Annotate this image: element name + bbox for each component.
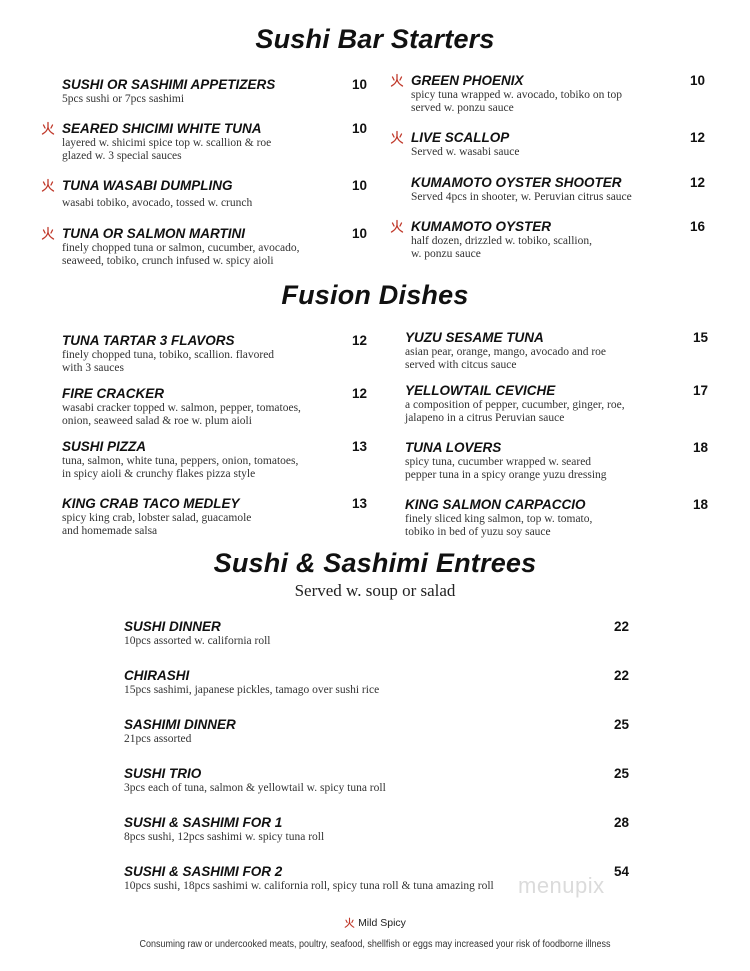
- fire-kanji-icon: [390, 219, 404, 233]
- item-description: asian pear, orange, mango, avocado and roe served with citcus sauce: [405, 346, 607, 371]
- item-price: 25: [613, 717, 629, 732]
- menu-item: [62, 121, 367, 162]
- item-name: GREEN PHOENIX: [411, 73, 524, 88]
- menu-item: [405, 383, 713, 424]
- item-name: YUZU SESAME TUNA: [405, 330, 544, 345]
- menu-item: [62, 496, 367, 537]
- item-name: SEARED SHICIMI WHITE TUNA: [62, 121, 262, 136]
- item-description: finely chopped tuna or salmon, cucumber, avocado, seaweed, tobiko, crunch infused w. spicy aioli: [62, 242, 300, 267]
- item-name: TUNA OR SALMON MARTINI: [62, 226, 245, 241]
- item-name: KING CRAB TACO MEDLEY: [62, 496, 240, 511]
- fire-kanji-icon: [41, 178, 55, 192]
- item-description: spicy king crab, lobster salad, guacamole and homemade salsa: [62, 512, 252, 537]
- item-price: 12: [689, 175, 705, 190]
- item-description: 5pcs sushi or 7pcs sashimi: [62, 93, 185, 105]
- menu-item: [124, 668, 629, 697]
- item-price: 22: [613, 619, 629, 634]
- menu-item: [124, 815, 629, 844]
- item-name: TUNA WASABI DUMPLING: [62, 178, 233, 193]
- item-price: 18: [692, 440, 708, 455]
- legend-label: Mild Spicy: [358, 917, 406, 929]
- menu-item: [62, 77, 367, 106]
- item-name: KUMAMOTO OYSTER: [411, 219, 552, 234]
- item-description: Served w. wasabi sauce: [411, 146, 520, 158]
- fire-kanji-icon: [390, 130, 404, 144]
- fire-kanji-icon: [344, 917, 355, 928]
- item-description: 8pcs sushi, 12pcs sashimi w. spicy tuna roll: [124, 831, 325, 843]
- menu-item: [411, 73, 711, 114]
- item-price: 22: [613, 668, 629, 683]
- item-price: 15: [692, 330, 708, 345]
- menu-item: [62, 178, 367, 210]
- section-title-starters: Sushi Bar Starters: [255, 24, 495, 54]
- menu-item: [62, 226, 367, 267]
- item-name: LIVE SCALLOP: [411, 130, 510, 145]
- item-price: 13: [351, 496, 367, 511]
- item-price: 28: [613, 815, 629, 830]
- menu-item: [411, 219, 711, 260]
- item-name: SUSHI DINNER: [124, 619, 221, 634]
- menu-item: [124, 766, 629, 795]
- item-price: 10: [351, 121, 367, 136]
- item-description: spicy tuna wrapped w. avocado, tobiko on top served w. ponzu sauce: [411, 89, 622, 114]
- item-description: finely sliced king salmon, top w. tomato, tobiko in bed of yuzu soy sauce: [405, 513, 593, 538]
- item-price: 16: [689, 219, 705, 234]
- item-price: 10: [689, 73, 705, 88]
- item-description: finely chopped tuna, tobiko, scallion. flavored with 3 sauces: [62, 349, 275, 374]
- menu-item: [405, 497, 713, 538]
- item-price: 12: [351, 386, 367, 401]
- section-title-entrees: Sushi & Sashimi Entrees: [213, 548, 537, 578]
- item-name: KING SALMON CARPACCIO: [405, 497, 586, 512]
- item-price: 18: [692, 497, 708, 512]
- item-description: tuna, salmon, white tuna, peppers, onion, tomatoes, in spicy aioli & crunchy flakes pizza style: [62, 455, 299, 480]
- fire-kanji-icon: [41, 121, 55, 135]
- item-description: 15pcs sashimi, japanese pickles, tamago over sushi rice: [124, 684, 380, 696]
- item-name: SUSHI TRIO: [124, 766, 202, 781]
- menu-item: [62, 386, 367, 427]
- spicy-legend: [0, 917, 750, 929]
- item-description: 21pcs assorted: [124, 733, 192, 745]
- item-name: SASHIMI DINNER: [124, 717, 236, 732]
- item-name: KUMAMOTO OYSTER SHOOTER: [411, 175, 622, 190]
- item-name: TUNA TARTAR 3 FLAVORS: [62, 333, 235, 348]
- menu-item: [124, 717, 629, 746]
- item-price: 17: [692, 383, 708, 398]
- item-price: 10: [351, 77, 367, 92]
- item-description: Served 4pcs in shooter, w. Peruvian citrus sauce: [411, 191, 632, 203]
- food-safety-disclaimer: Consuming raw or undercooked meats, poultry, seafood, shellfish or eggs may increased your risk of foodborne illness: [139, 939, 611, 950]
- item-name: SUSHI & SASHIMI FOR 2: [124, 864, 283, 879]
- item-price: 12: [351, 333, 367, 348]
- item-name: SUSHI OR SASHIMI APPETIZERS: [62, 77, 276, 92]
- item-description: half dozen, drizzled w. tobiko, scallion, w. ponzu sauce: [411, 235, 592, 260]
- item-name: CHIRASHI: [124, 668, 190, 683]
- item-name: SUSHI & SASHIMI FOR 1: [124, 815, 283, 830]
- item-description: layered w. shicimi spice top w. scallion & roe glazed w. 3 special sauces: [62, 137, 272, 162]
- item-price: 54: [613, 864, 629, 879]
- menu-item: [405, 440, 713, 481]
- item-price: 12: [689, 130, 705, 145]
- item-description: a composition of pepper, cucumber, ginger, roe, jalapeno in a citrus Peruvian sauce: [405, 399, 625, 424]
- menu-item: [411, 175, 711, 204]
- item-name: FIRE CRACKER: [62, 386, 165, 401]
- item-name: TUNA LOVERS: [405, 440, 502, 455]
- fire-kanji-icon: [390, 73, 404, 87]
- item-description: spicy tuna, cucumber wrapped w. seared pepper tuna in a spicy orange yuzu dressing: [405, 456, 607, 481]
- item-price: 25: [613, 766, 629, 781]
- section-title-fusion: Fusion Dishes: [281, 280, 469, 310]
- menu-item: [405, 330, 713, 371]
- fire-kanji-icon: [41, 226, 55, 240]
- item-description: 10pcs assorted w. california roll: [124, 635, 271, 647]
- item-name: YELLOWTAIL CEVICHE: [405, 383, 556, 398]
- item-description: wasabi cracker topped w. salmon, pepper, tomatoes, onion, seaweed salad & roe w. plum aioli: [62, 402, 301, 427]
- menu-item: [62, 439, 367, 480]
- menu-item: [62, 333, 367, 374]
- item-description: 3pcs each of tuna, salmon & yellowtail w. spicy tuna roll: [124, 782, 386, 794]
- item-name: SUSHI PIZZA: [62, 439, 147, 454]
- item-description: 10pcs sushi, 18pcs sashimi w. california roll, spicy tuna roll & tuna amazing roll: [124, 880, 494, 892]
- item-price: 13: [351, 439, 367, 454]
- section-subtitle-entrees: Served w. soup or salad: [294, 581, 456, 600]
- menu-item: [124, 619, 629, 648]
- menu-item: [411, 130, 711, 159]
- item-description: wasabi tobiko, avocado, tossed w. crunch: [62, 197, 253, 209]
- item-price: 10: [351, 178, 367, 193]
- item-price: 10: [351, 226, 367, 241]
- watermark: menupix: [518, 873, 605, 898]
